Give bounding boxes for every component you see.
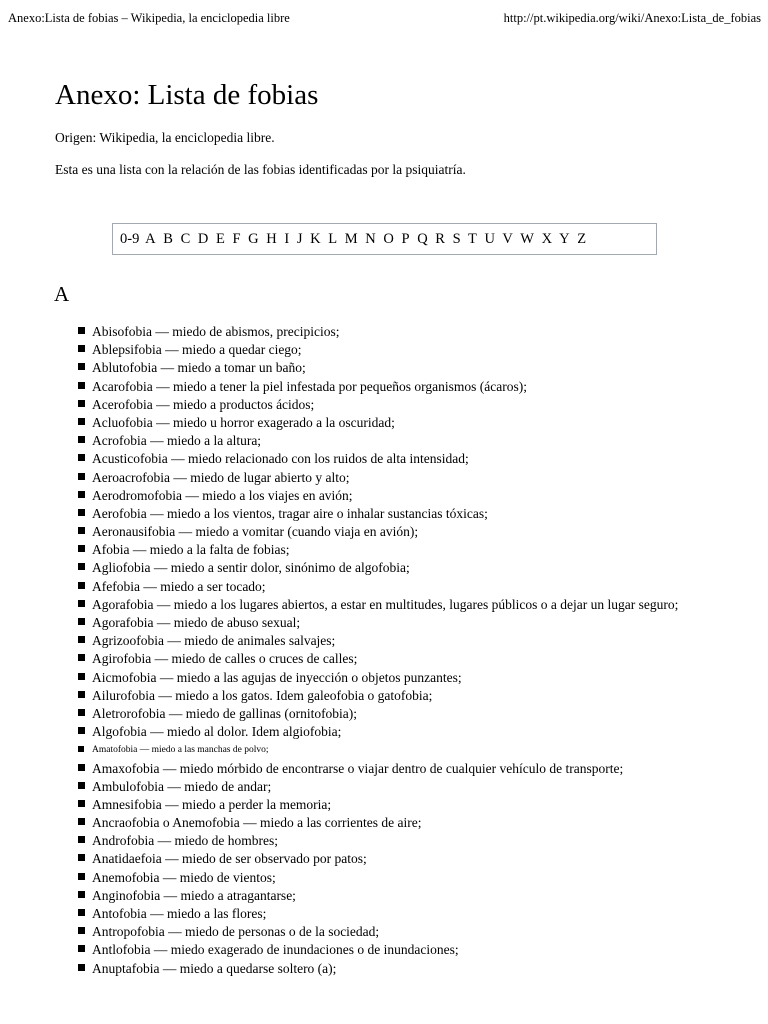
alpha-link-k[interactable]: K [310,231,321,247]
list-item: Ailurofobia — miedo a los gatos. Idem galeofobia o gatofobia; [78,687,678,705]
list-item: Agliofobia — miedo a sentir dolor, sinónimo de algofobia; [78,559,678,577]
alpha-link-l[interactable]: L [328,231,338,247]
alpha-link-g[interactable]: G [248,231,259,247]
alpha-link-q[interactable]: Q [417,231,428,247]
list-item: Antlofobia — miedo exagerado de inundaciones o de inundaciones; [78,941,678,959]
list-item: Aletrorofobia — miedo de gallinas (ornitofobia); [78,705,678,723]
list-item: Aicmofobia — miedo a las agujas de inyección o objetos punzantes; [78,669,678,687]
intro-text: Esta es una lista con la relación de las fobias identificadas por la psiquiatría. [55,162,466,177]
list-item: Antropofobia — miedo de personas o de la sociedad; [78,923,678,941]
list-item: Anuptafobia — miedo a quedarse soltero (a); [78,960,678,978]
alpha-link-t[interactable]: T [468,231,477,247]
list-item: Afefobia — miedo a ser tocado; [78,578,678,596]
alpha-link-w[interactable]: W [520,231,534,247]
list-item: Aeroacrofobia — miedo de lugar abierto y alto; [78,469,678,487]
list-item: Aeronausifobia — miedo a vomitar (cuando viaja en avión); [78,523,678,541]
alpha-link-b[interactable]: B [163,231,173,247]
alpha-link-a[interactable]: A [145,231,156,247]
alpha-link-p[interactable]: P [401,231,410,247]
alphabet-index [112,223,657,255]
alpha-link-m[interactable]: M [344,231,358,247]
list-item: Amatofobia — miedo a las manchas de polvo; [78,741,678,759]
list-item: Abisofobia — miedo de abismos, precipicios; [78,323,678,341]
list-item: Androfobia — miedo de hombres; [78,832,678,850]
section-heading-a: A [54,282,70,306]
list-item: Agrizoofobia — miedo de animales salvajes; [78,632,678,650]
list-item: Amnesifobia — miedo a perder la memoria; [78,796,678,814]
alpha-link-i[interactable]: I [284,231,290,247]
alpha-link-0-9[interactable]: 0-9 [120,231,140,247]
phobia-list [78,323,678,978]
list-item: Agorafobia — miedo a los lugares abiertos, a estar en multitudes, lugares públicos o a dejar un lugar seguro; [78,596,678,614]
alpha-link-n[interactable]: N [365,231,376,247]
alpha-link-u[interactable]: U [484,231,496,247]
alpha-link-e[interactable]: E [215,231,225,247]
alpha-link-r[interactable]: R [435,231,445,247]
list-item: Amaxofobia — miedo mórbido de encontrarse o viajar dentro de cualquier vehículo de transporte; [78,760,678,778]
list-item: Acarofobia — miedo a tener la piel infestada por pequeños organismos (ácaros); [78,378,678,396]
alpha-link-o[interactable]: O [383,231,394,247]
list-item: Aerofobia — miedo a los vientos, tragar aire o inhalar sustancias tóxicas; [78,505,678,523]
list-item: Acusticofobia — miedo relacionado con los ruidos de alta intensidad; [78,450,678,468]
alpha-link-j[interactable]: J [296,231,303,247]
alpha-link-v[interactable]: V [502,231,513,247]
list-item: Agorafobia — miedo de abuso sexual; [78,614,678,632]
list-item: Acrofobia — miedo a la altura; [78,432,678,450]
origin-note: Origen: Wikipedia, la enciclopedia libre. [55,130,275,145]
alpha-link-s[interactable]: S [452,231,461,247]
alpha-link-d[interactable]: D [197,231,209,247]
list-item: Aerodromofobia — miedo a los viajes en avión; [78,487,678,505]
list-item: Agirofobia — miedo de calles o cruces de calles; [78,650,678,668]
browser-url: http://pt.wikipedia.org/wiki/Anexo:Lista_de_fobias [503,11,761,25]
list-item: Antofobia — miedo a las flores; [78,905,678,923]
alpha-link-x[interactable]: X [541,231,553,247]
list-item: Afobia — miedo a la falta de fobias; [78,541,678,559]
alpha-link-z[interactable]: Z [577,231,587,247]
browser-page-title: Anexo:Lista de fobias – Wikipedia, la enciclopedia libre [8,11,290,25]
list-item: Acluofobia — miedo u horror exagerado a la oscuridad; [78,414,678,432]
list-item: Ablutofobia — miedo a tomar un baño; [78,359,678,377]
list-item: Ambulofobia — miedo de andar; [78,778,678,796]
list-item: Anginofobia — miedo a atragantarse; [78,887,678,905]
list-item: Algofobia — miedo al dolor. Idem algiofobia; [78,723,678,741]
list-item: Acerofobia — miedo a productos ácidos; [78,396,678,414]
list-item: Ablepsifobia — miedo a quedar ciego; [78,341,678,359]
alpha-link-f[interactable]: F [232,231,241,247]
list-item: Ancraofobia o Anemofobia — miedo a las corrientes de aire; [78,814,678,832]
page-title: Anexo: Lista de fobias [55,79,319,111]
alpha-link-c[interactable]: C [180,231,191,247]
alpha-link-h[interactable]: H [266,231,277,247]
list-item: Anatidaefoia — miedo de ser observado por patos; [78,850,678,868]
alpha-link-y[interactable]: Y [559,231,570,247]
list-item: Anemofobia — miedo de vientos; [78,869,678,887]
